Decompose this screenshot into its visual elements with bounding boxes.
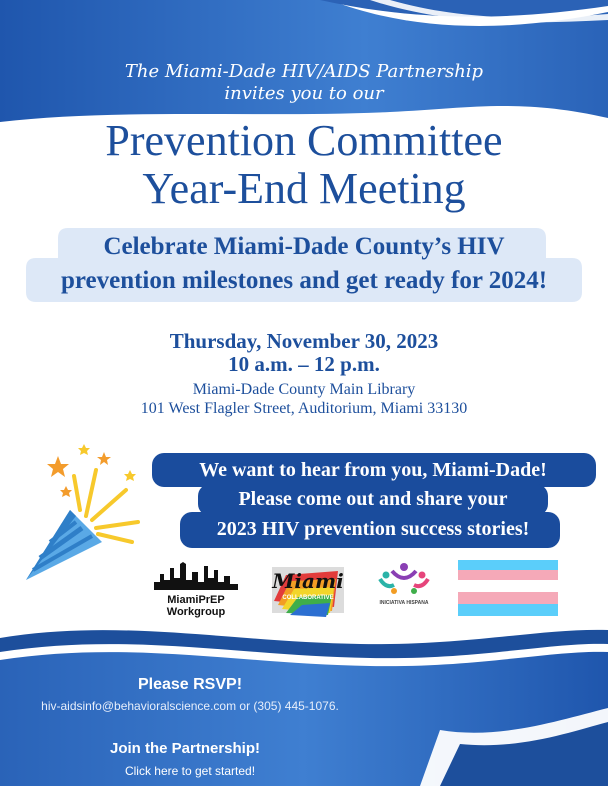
invite-line-2: invites you to our <box>224 83 384 104</box>
event-date: Thursday, November 30, 2023 <box>169 329 439 353</box>
event-address: 101 West Flagler Street, Auditorium, Miami 33130 <box>140 400 468 417</box>
rsvp-contact-link[interactable]: hiv-aidsinfo@behavioralscience.com or (305) 445-1076. <box>41 699 339 713</box>
collab-logo-text: Miami <box>272 569 344 593</box>
title-line-1: Prevention Committee <box>105 116 503 165</box>
invite-line-1: The Miami-Dade HIV/AIDS Partnership <box>124 61 484 82</box>
callout-line-2: Please come out and share your <box>238 488 508 510</box>
skyline-icon <box>152 560 240 590</box>
iniciativa-logo-text: INICIATIVA HISPANA <box>379 600 429 606</box>
prep-logo-line-1: MiamiPrEP <box>167 594 225 606</box>
event-venue: Miami-Dade County Main Library <box>192 381 416 398</box>
collab-logo-sub: COLLABORATIVE <box>282 595 334 601</box>
event-time: 10 a.m. – 12 p.m. <box>228 352 380 376</box>
celebrate-line-1: Celebrate Miami-Dade County’s HIV <box>103 233 505 260</box>
rsvp-title: Please RSVP! <box>137 676 243 693</box>
prep-logo-line-2: Workgroup <box>166 606 226 618</box>
celebrate-line-2: prevention milestones and get ready for 2024! <box>60 267 548 294</box>
party-popper-icon <box>6 430 146 590</box>
title-line-2: Year-End Meeting <box>142 164 466 213</box>
people-circle-icon <box>376 561 432 595</box>
callout-line-1: We want to hear from you, Miami-Dade! <box>199 459 547 481</box>
callout-line-3: 2023 HIV prevention success stories! <box>216 518 530 540</box>
join-title: Join the Partnership! <box>109 740 261 757</box>
join-link[interactable]: Click here to get started! <box>124 764 256 778</box>
